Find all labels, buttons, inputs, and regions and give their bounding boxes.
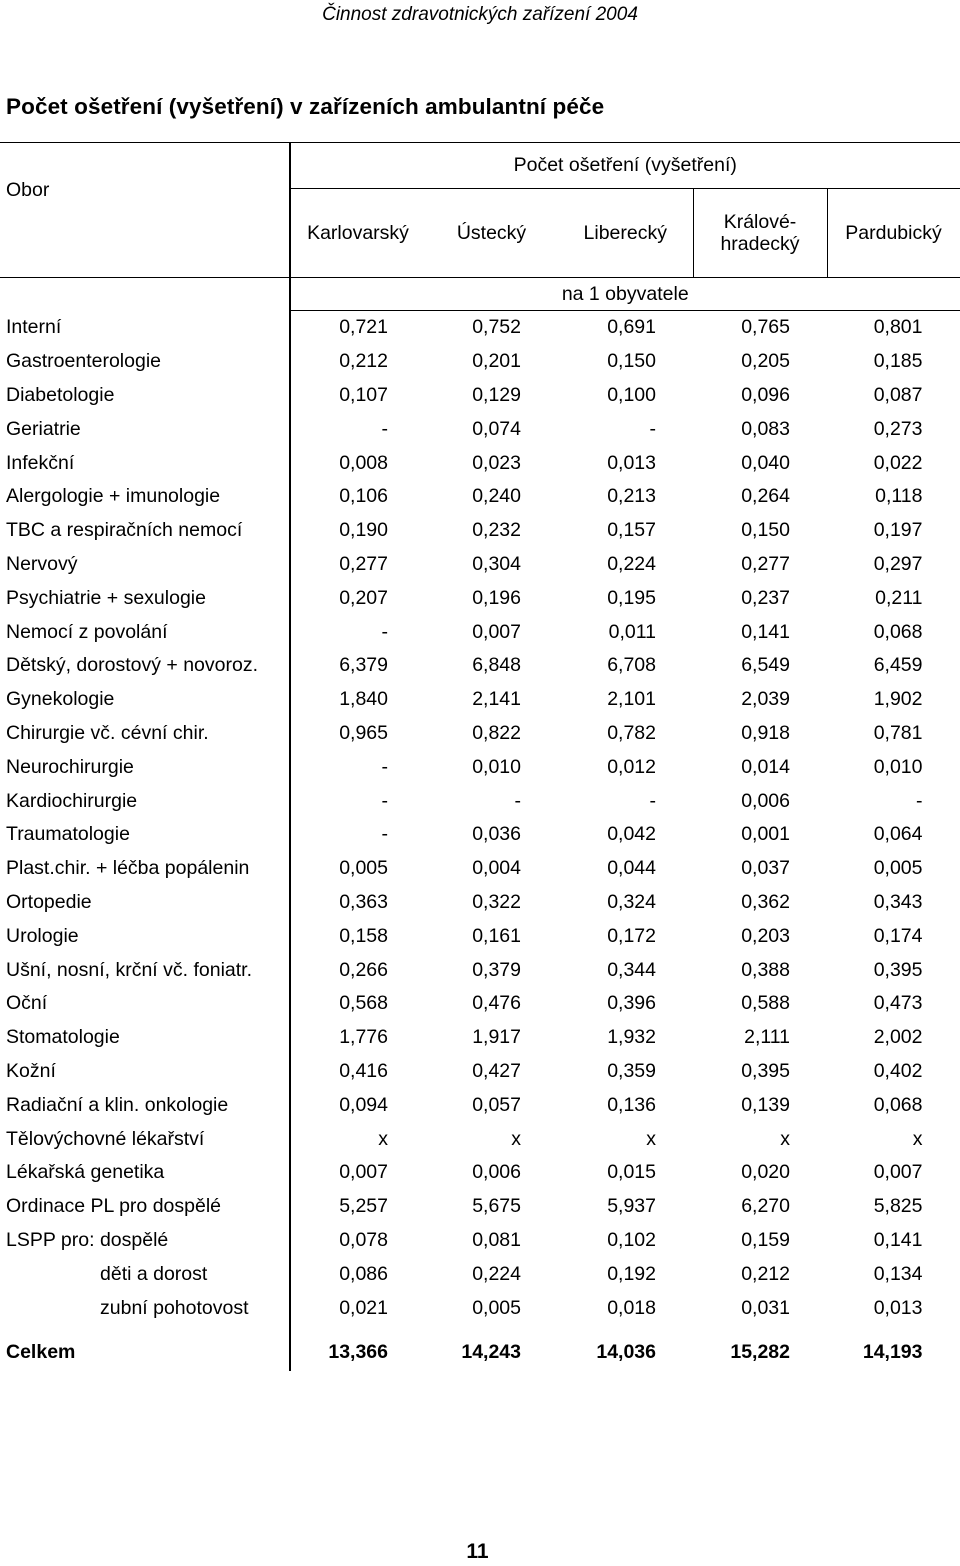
value-cell: 0,396 xyxy=(607,992,656,1015)
value-cell: 0,427 xyxy=(472,1059,521,1082)
value-cell: 0,005 xyxy=(827,852,960,886)
value-cell: 0,240 xyxy=(472,485,521,508)
row-label: Lékařská genetika xyxy=(6,1161,165,1184)
value-cell: 0,822 xyxy=(472,721,521,744)
row-label: Gastroenterologie xyxy=(6,350,162,373)
row-label: Infekční xyxy=(6,451,75,474)
value-cell: - xyxy=(290,818,425,852)
value-cell: 0,011 xyxy=(608,620,656,643)
row-label: Neurochirurgie xyxy=(6,755,134,778)
value-cell: 6,459 xyxy=(827,649,960,683)
table-row xyxy=(0,581,960,615)
value-cell: 0,201 xyxy=(472,350,521,373)
value-cell: 0,100 xyxy=(607,383,656,406)
value-cell: 0,212 xyxy=(741,1262,790,1285)
value-cell: 0,139 xyxy=(741,1093,790,1116)
value-cell: 2,111 xyxy=(744,1026,790,1049)
table-row xyxy=(0,852,960,886)
table-row xyxy=(0,311,960,345)
value-cell: 0,343 xyxy=(827,886,960,920)
value-cell: 0,012 xyxy=(607,755,656,778)
value-cell: 0,007 xyxy=(827,1156,960,1190)
value-cell: 0,001 xyxy=(741,823,790,846)
value-cell: 0,395 xyxy=(827,953,960,987)
value-cell: - xyxy=(827,784,960,818)
value-cell: 0,010 xyxy=(472,755,521,778)
row-label: Diabetologie xyxy=(6,383,115,406)
row-label: TBC a respiračních nemocí xyxy=(6,519,243,542)
value-cell: 0,363 xyxy=(290,886,425,920)
value-cell: 0,264 xyxy=(741,485,790,508)
table-body xyxy=(0,311,960,1371)
value-cell: 0,064 xyxy=(827,818,960,852)
table-row xyxy=(0,412,960,446)
value-cell: 0,037 xyxy=(741,857,790,880)
ambulatory-care-table xyxy=(0,142,960,1371)
value-cell: x xyxy=(511,1127,521,1150)
value-cell: - xyxy=(290,412,425,446)
value-cell: 0,782 xyxy=(607,721,656,744)
value-cell: 0,096 xyxy=(741,383,790,406)
row-label: Ordinace PL pro dospělé xyxy=(6,1195,221,1218)
row-label: Dětský, dorostový + novoroz. xyxy=(6,654,258,677)
value-cell: 0,014 xyxy=(741,755,790,778)
value-cell: 0,005 xyxy=(290,852,425,886)
total-value-cell: 14,036 xyxy=(596,1341,656,1364)
row-label: děti a dorost xyxy=(100,1262,208,1285)
row-label: Alergologie + imunologie xyxy=(6,485,221,508)
row-label: Geriatrie xyxy=(6,417,81,440)
value-cell: 0,918 xyxy=(741,721,790,744)
value-cell: 0,141 xyxy=(741,620,790,643)
value-cell: 0,021 xyxy=(290,1291,425,1325)
value-cell: x xyxy=(780,1127,790,1150)
region-header-kralovehradecky-label: Králové- hradecký xyxy=(720,210,800,255)
value-cell: 0,094 xyxy=(290,1088,425,1122)
row-label: Gynekologie xyxy=(6,688,115,711)
value-cell: 0,042 xyxy=(607,823,656,846)
spacer-row xyxy=(0,1325,960,1335)
table-row xyxy=(0,1088,960,1122)
value-cell: 2,141 xyxy=(472,688,521,711)
row-label: Urologie xyxy=(6,924,79,947)
value-cell: 6,848 xyxy=(472,654,521,677)
value-cell: 0,157 xyxy=(607,519,656,542)
value-cell: 2,101 xyxy=(607,688,656,711)
value-cell: 0,359 xyxy=(607,1059,656,1082)
region-header-liberecky: Liberecký xyxy=(558,189,693,278)
value-cell: 0,036 xyxy=(472,823,521,846)
page-number: 11 xyxy=(466,1540,489,1563)
region-header-kralovehradecky xyxy=(693,189,827,278)
value-cell: 0,022 xyxy=(827,446,960,480)
value-cell: 0,081 xyxy=(472,1228,521,1251)
value-cell: 0,304 xyxy=(472,552,521,575)
value-cell: 0,473 xyxy=(827,987,960,1021)
table-row xyxy=(0,987,960,1021)
value-cell: 6,379 xyxy=(290,649,425,683)
value-cell: 0,136 xyxy=(607,1093,656,1116)
per-capita-header: na 1 obyvatele xyxy=(290,278,960,311)
value-cell: 0,006 xyxy=(741,789,790,812)
value-cell: 0,211 xyxy=(827,581,960,615)
value-cell: 0,134 xyxy=(827,1257,960,1291)
value-cell: 0,588 xyxy=(741,992,790,1015)
value-cell: 0,752 xyxy=(472,316,521,339)
table-row xyxy=(0,379,960,413)
value-cell: 6,270 xyxy=(741,1195,790,1218)
value-cell: 2,039 xyxy=(741,688,790,711)
value-cell: 0,388 xyxy=(741,958,790,981)
running-header: Činnost zdravotnických zařízení 2004 xyxy=(322,4,638,25)
value-cell: 0,013 xyxy=(827,1291,960,1325)
value-cell: 0,007 xyxy=(290,1156,425,1190)
value-cell: 0,087 xyxy=(827,379,960,413)
value-cell: 0,232 xyxy=(472,519,521,542)
value-cell: 0,185 xyxy=(827,345,960,379)
row-label: Nemocí z povolání xyxy=(6,620,168,643)
total-row xyxy=(0,1335,960,1371)
page-title: Počet ošetření (vyšetření) v zařízeních ambulantní péče xyxy=(6,94,605,119)
ambulatory-care-table-container xyxy=(0,142,960,1371)
value-cell: 0,297 xyxy=(827,548,960,582)
value-cell: 0,322 xyxy=(472,890,521,913)
value-cell: 0,005 xyxy=(472,1296,521,1319)
row-label: Nervový xyxy=(6,552,78,575)
table-row xyxy=(0,1257,960,1291)
value-cell: 0,013 xyxy=(607,451,656,474)
value-cell: 0,362 xyxy=(741,890,790,913)
value-cell: 0,006 xyxy=(472,1161,521,1184)
value-cell: 6,708 xyxy=(607,654,656,677)
value-cell: 5,825 xyxy=(827,1190,960,1224)
value-cell: 0,212 xyxy=(290,345,425,379)
row-label: LSPP pro: dospělé xyxy=(6,1228,169,1251)
value-cell: 0,068 xyxy=(827,1088,960,1122)
value-cell: 0,801 xyxy=(827,311,960,345)
value-cell: - xyxy=(290,784,425,818)
table-row xyxy=(0,784,960,818)
row-label: Ortopedie xyxy=(6,890,92,913)
table-row xyxy=(0,750,960,784)
value-cell: 0,192 xyxy=(607,1262,656,1285)
value-cell: 0,213 xyxy=(607,485,656,508)
value-cell: 0,020 xyxy=(741,1161,790,1184)
value-cell: 0,023 xyxy=(472,451,521,474)
value-cell: 0,765 xyxy=(741,316,790,339)
table-row xyxy=(0,446,960,480)
value-cell: 0,195 xyxy=(607,586,656,609)
value-cell: 0,074 xyxy=(472,417,521,440)
value-cell: 0,161 xyxy=(472,924,521,947)
table-row xyxy=(0,953,960,987)
value-cell: 0,158 xyxy=(290,919,425,953)
row-label: Chirurgie vč. cévní chir. xyxy=(6,721,209,744)
row-label: Plast.chir. + léčba popálenin xyxy=(6,857,250,880)
value-cell: 0,078 xyxy=(290,1224,425,1258)
value-cell: 0,118 xyxy=(827,480,960,514)
row-label: Radiační a klin. onkologie xyxy=(6,1093,229,1116)
value-cell: 6,549 xyxy=(741,654,790,677)
value-cell: 0,277 xyxy=(290,548,425,582)
value-cell: 0,015 xyxy=(607,1161,656,1184)
value-cell: 0,721 xyxy=(290,311,425,345)
row-label: Interní xyxy=(6,316,62,339)
table-row xyxy=(0,818,960,852)
total-value-cell: 15,282 xyxy=(730,1341,790,1364)
total-value-cell: 14,193 xyxy=(827,1335,960,1371)
value-cell: 0,008 xyxy=(290,446,425,480)
table-row xyxy=(0,649,960,683)
row-label: Kardiochirurgie xyxy=(6,789,138,812)
table-row xyxy=(0,1190,960,1224)
value-cell: 0,159 xyxy=(741,1228,790,1251)
row-label: Psychiatrie + sexulogie xyxy=(6,586,206,609)
value-cell: 0,395 xyxy=(741,1059,790,1082)
value-cell: 0,086 xyxy=(290,1257,425,1291)
obor-header: Obor xyxy=(0,143,290,278)
value-cell: 1,932 xyxy=(607,1026,656,1049)
value-cell: 0,190 xyxy=(290,514,425,548)
value-cell: 0,224 xyxy=(607,552,656,575)
value-cell: 0,044 xyxy=(607,857,656,880)
value-cell: 1,776 xyxy=(290,1021,425,1055)
value-cell: 0,172 xyxy=(607,924,656,947)
row-label: Ušní, nosní, krční vč. foniatr. xyxy=(6,958,253,981)
value-cell: - xyxy=(649,789,656,812)
value-cell: 0,150 xyxy=(741,519,790,542)
value-cell: 5,937 xyxy=(607,1195,656,1218)
value-cell: 0,040 xyxy=(741,451,790,474)
value-cell: 5,675 xyxy=(472,1195,521,1218)
value-cell: 0,196 xyxy=(472,586,521,609)
value-cell: 0,691 xyxy=(607,316,656,339)
group-header: Počet ošetření (vyšetření) xyxy=(290,143,960,189)
total-value-cell: 13,366 xyxy=(290,1335,425,1371)
value-cell: 0,031 xyxy=(741,1296,790,1319)
value-cell: 2,002 xyxy=(827,1021,960,1055)
row-label: zubní pohotovost xyxy=(100,1296,249,1319)
table-row xyxy=(0,919,960,953)
value-cell: 0,781 xyxy=(827,717,960,751)
table-row xyxy=(0,548,960,582)
table-row xyxy=(0,886,960,920)
value-cell: 0,057 xyxy=(472,1093,521,1116)
value-cell: 0,141 xyxy=(827,1224,960,1258)
table-row xyxy=(0,1122,960,1156)
value-cell: - xyxy=(290,615,425,649)
value-cell: 1,917 xyxy=(472,1026,521,1049)
table-header xyxy=(0,143,960,311)
value-cell: x xyxy=(290,1122,425,1156)
value-cell: 0,004 xyxy=(472,857,521,880)
obor-header-spacer xyxy=(0,278,290,311)
value-cell: - xyxy=(649,417,656,440)
value-cell: x xyxy=(827,1122,960,1156)
value-cell: 0,107 xyxy=(290,379,425,413)
total-label: Celkem xyxy=(6,1341,76,1364)
value-cell: 5,257 xyxy=(290,1190,425,1224)
table-row xyxy=(0,345,960,379)
region-header-pardubicky: Pardubický xyxy=(827,189,960,278)
value-cell: 0,150 xyxy=(607,350,656,373)
value-cell: 0,224 xyxy=(472,1262,521,1285)
value-cell: 0,197 xyxy=(827,514,960,548)
value-cell: 0,007 xyxy=(472,620,521,643)
value-cell: - xyxy=(514,789,521,812)
value-cell: 0,102 xyxy=(607,1228,656,1251)
value-cell: 0,344 xyxy=(607,958,656,981)
row-label: Kožní xyxy=(6,1059,56,1082)
value-cell: 0,324 xyxy=(607,890,656,913)
value-cell: 0,203 xyxy=(741,924,790,947)
value-cell: 0,379 xyxy=(472,958,521,981)
value-cell: 0,277 xyxy=(741,552,790,575)
value-cell: 0,083 xyxy=(741,417,790,440)
value-cell: 0,402 xyxy=(827,1055,960,1089)
value-cell: 0,476 xyxy=(472,992,521,1015)
table-row xyxy=(0,615,960,649)
table-row xyxy=(0,514,960,548)
table-row xyxy=(0,480,960,514)
value-cell: 0,568 xyxy=(290,987,425,1021)
value-cell: 0,129 xyxy=(472,383,521,406)
region-header-ustecky: Ústecký xyxy=(425,189,558,278)
value-cell: 0,106 xyxy=(290,480,425,514)
value-cell: 0,010 xyxy=(827,750,960,784)
total-value-cell: 14,243 xyxy=(461,1341,521,1364)
table-row xyxy=(0,1156,960,1190)
value-cell: 1,840 xyxy=(290,683,425,717)
value-cell: x xyxy=(646,1127,656,1150)
table-row xyxy=(0,717,960,751)
table-row xyxy=(0,1055,960,1089)
value-cell: 0,174 xyxy=(827,919,960,953)
row-label: Stomatologie xyxy=(6,1026,120,1049)
value-cell: 0,018 xyxy=(607,1296,656,1319)
value-cell: - xyxy=(290,750,425,784)
value-cell: 0,266 xyxy=(290,953,425,987)
table-row xyxy=(0,1291,960,1325)
value-cell: 0,207 xyxy=(290,581,425,615)
row-label: Tělovýchovné lékařství xyxy=(6,1127,205,1150)
value-cell: 0,068 xyxy=(827,615,960,649)
table-row xyxy=(0,683,960,717)
value-cell: 1,902 xyxy=(827,683,960,717)
row-label: Oční xyxy=(6,992,48,1015)
row-label: Traumatologie xyxy=(6,823,130,846)
value-cell: 0,416 xyxy=(290,1055,425,1089)
region-header-karlovarsky: Karlovarský xyxy=(290,189,425,278)
table-row xyxy=(0,1224,960,1258)
table-row xyxy=(0,1021,960,1055)
value-cell: 0,273 xyxy=(827,412,960,446)
value-cell: 0,205 xyxy=(741,350,790,373)
value-cell: 0,237 xyxy=(741,586,790,609)
value-cell: 0,965 xyxy=(290,717,425,751)
